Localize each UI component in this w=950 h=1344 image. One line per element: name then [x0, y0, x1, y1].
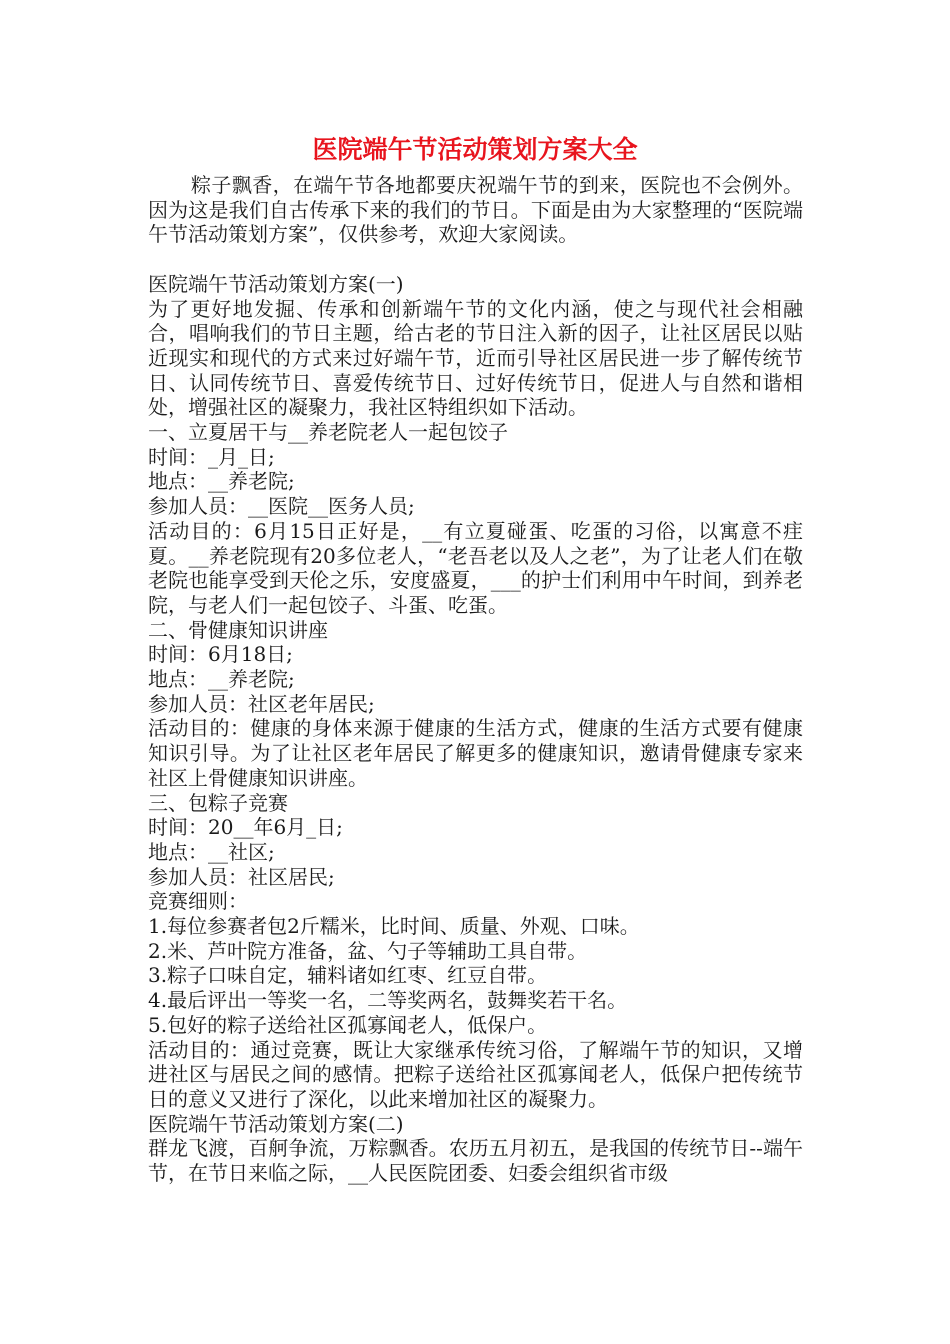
intro-paragraph: 粽子飘香，在端午节各地都要庆祝端午节的到来，医院也不会例外。因为这是我们自古传承下来的我们的节日。下面是由为大家整理的“医院端午节活动策划方案”，仅供参考，欢迎大家阅读。 — [148, 173, 803, 247]
plan-2-intro-paragraph: 群龙飞渡，百舸争流，万粽飘香。农历五月初五，是我国的传统节日--端午节，在节日来临之际，__人民医院团委、妇委会组织省市级 — [148, 1136, 803, 1186]
competition-rule-4: 4.最后评出一等奖一名，二等奖两名，鼓舞奖若干名。 — [148, 988, 628, 1013]
activity-3-purpose: 活动目的：通过竞赛，既让大家继承传统习俗，了解端午节的知识，又增进社区与居民之间的感情。把粽子送给社区孤寡闻老人，低保户把传统节日的意义又进行了深化，以此来增加社区的凝聚力。 — [148, 1037, 803, 1111]
competition-rule-5: 5.包好的粽子送给社区孤寡闻老人，低保户。 — [148, 1012, 548, 1037]
activity-3-time: 时间：20__年6月_日; — [148, 815, 343, 840]
section-heading-plan-1: 医院端午节活动策划方案(一) — [148, 271, 404, 296]
activity-2-purpose: 活动目的：健康的身体来源于健康的生活方式，健康的生活方式要有健康知识引导。为了让社区老年居民了解更多的健康知识，邀请骨健康专家来社区上骨健康知识讲座。 — [148, 716, 803, 790]
plan-1-intro-paragraph: 为了更好地发掘、传承和创新端午节的文化内涵，使之与现代社会相融合，唱响我们的节日主题，给古老的节日注入新的因子，让社区居民以贴近现实和现代的方式来过好端午节，近而引导社区居民进一步了解传统节日、认同传统节日、喜爱传统节日、过好传统节日，促进人与自然和谐相处，增强社区的凝聚力，我社区特组织如下活动。 — [148, 296, 803, 420]
activity-1-heading: 一、立夏居干与__养老院老人一起包饺子 — [148, 420, 508, 445]
activity-1-participants: 参加人员：__医院__医务人员; — [148, 494, 415, 519]
competition-rules-heading: 竞赛细则： — [148, 889, 248, 914]
activity-1-time: 时间：_月_日; — [148, 444, 275, 469]
competition-rule-3: 3.粽子口味自定，辅料诸如红枣、红豆自带。 — [148, 963, 548, 988]
paragraph-spacer — [148, 247, 803, 272]
activity-2-heading: 二、骨健康知识讲座 — [148, 617, 328, 642]
activity-2-location: 地点：__养老院; — [148, 667, 295, 692]
section-heading-plan-2: 医院端午节活动策划方案(二) — [148, 1111, 404, 1136]
activity-2-participants: 参加人员：社区老年居民; — [148, 691, 375, 716]
competition-rule-2: 2.米、芦叶院方准备，盆、勺子等辅助工具自带。 — [148, 938, 588, 963]
competition-rule-1: 1.每位参赛者包2斤糯米，比时间、质量、外观、口味。 — [148, 914, 640, 939]
activity-1-location: 地点：__养老院; — [148, 469, 295, 494]
activity-1-purpose: 活动目的：6月15日正好是，__有立夏碰蛋、吃蛋的习俗，以寓意不疰夏。__养老院现有20多位老人，“老吾老以及人之老”，为了让老人们在敬老院也能享受到天伦之乐，安度盛夏，___的护士们利用中午时间，到养老院，与老人们一起包饺子、斗蛋、吃蛋。 — [148, 518, 803, 617]
activity-3-heading: 三、包粽子竞赛 — [148, 790, 288, 815]
activity-3-participants: 参加人员：社区居民; — [148, 864, 335, 889]
activity-2-time: 时间：6月18日; — [148, 642, 293, 667]
document-title: 医院端午节活动策划方案大全 — [312, 135, 638, 164]
activity-3-location: 地点：__社区; — [148, 839, 275, 864]
document-body — [148, 173, 803, 1186]
